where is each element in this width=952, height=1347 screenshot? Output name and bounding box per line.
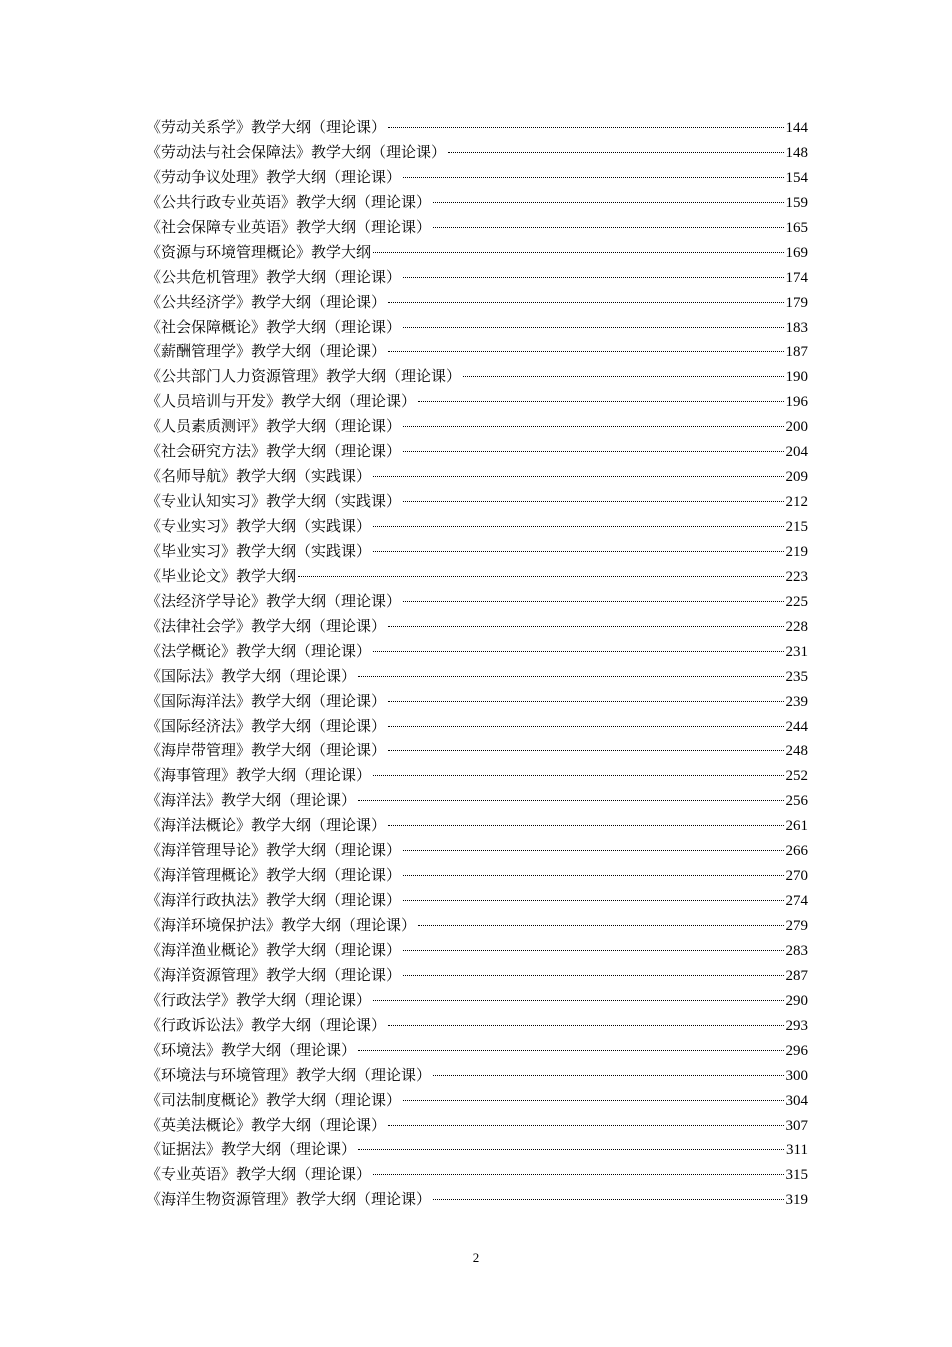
toc-leader-dots — [373, 252, 783, 253]
toc-entry[interactable] — [146, 290, 808, 315]
toc-entry[interactable] — [146, 788, 808, 813]
toc-leader-dots — [388, 1025, 783, 1026]
table-of-contents — [146, 115, 808, 1212]
toc-leader-dots — [388, 701, 783, 702]
toc-entry[interactable] — [146, 1187, 808, 1212]
toc-leader-dots — [358, 1050, 783, 1051]
toc-entry[interactable] — [146, 738, 808, 763]
toc-leader-dots — [403, 1100, 783, 1101]
toc-entry[interactable] — [146, 165, 808, 190]
toc-entry-title: 《海洋渔业概论》教学大纲（理论课） — [146, 940, 402, 959]
toc-entry-page: 248 — [785, 743, 808, 760]
toc-entry-page: 212 — [785, 494, 808, 511]
toc-entry[interactable] — [146, 664, 808, 689]
toc-entry-title: 《社会保障概论》教学大纲（理论课） — [146, 317, 402, 336]
toc-leader-dots — [358, 676, 783, 677]
toc-entry-page: 239 — [785, 693, 808, 710]
toc-leader-dots — [388, 1125, 783, 1126]
toc-entry-page: 223 — [785, 568, 808, 585]
toc-leader-dots — [403, 277, 783, 278]
toc-leader-dots — [403, 501, 783, 502]
toc-leader-dots — [403, 900, 783, 901]
toc-leader-dots — [388, 825, 783, 826]
toc-entry-page: 311 — [786, 1142, 808, 1159]
toc-entry[interactable] — [146, 514, 808, 539]
toc-entry-page: 183 — [785, 319, 808, 336]
toc-entry[interactable] — [146, 414, 808, 439]
toc-entry-title: 《环境法》教学大纲（理论课） — [146, 1040, 357, 1059]
toc-entry[interactable] — [146, 339, 808, 364]
toc-entry-title: 《环境法与环境管理》教学大纲（理论课） — [146, 1065, 432, 1084]
toc-entry-title: 《证据法》教学大纲（理论课） — [146, 1140, 357, 1159]
toc-leader-dots — [373, 651, 783, 652]
toc-entry[interactable] — [146, 838, 808, 863]
toc-entry-page: 190 — [785, 369, 808, 386]
toc-leader-dots — [418, 925, 783, 926]
toc-entry[interactable] — [146, 190, 808, 215]
toc-entry[interactable] — [146, 1162, 808, 1187]
toc-entry-title: 《司法制度概论》教学大纲（理论课） — [146, 1090, 402, 1109]
toc-leader-dots — [388, 626, 783, 627]
toc-entry-page: 215 — [785, 519, 808, 535]
toc-entry-page: 165 — [785, 219, 808, 236]
toc-entry[interactable] — [146, 763, 808, 788]
toc-leader-dots — [373, 775, 783, 776]
toc-entry[interactable] — [146, 1038, 808, 1063]
toc-entry-title: 《海洋行政执法》教学大纲（理论课） — [146, 891, 402, 910]
toc-entry-title: 《公共经济学》教学大纲（理论课） — [146, 292, 387, 311]
toc-entry-title: 《英美法概论》教学大纲（理论课） — [146, 1115, 387, 1134]
toc-entry-title: 《公共危机管理》教学大纲（理论课） — [146, 267, 402, 286]
toc-entry[interactable] — [146, 714, 808, 739]
toc-entry-page: 300 — [785, 1067, 808, 1084]
toc-entry-title: 《海洋环境保护法》教学大纲（理论课） — [146, 916, 417, 934]
toc-leader-dots — [403, 875, 783, 876]
toc-leader-dots — [463, 376, 783, 377]
toc-entry-title: 《薪酬管理学》教学大纲（理论课） — [146, 342, 387, 361]
toc-entry-title: 《法经济学导论》教学大纲（理论课） — [146, 591, 402, 610]
toc-entry-page: 159 — [785, 194, 808, 211]
toc-leader-dots — [388, 726, 783, 727]
toc-entry-title: 《劳动法与社会保障法》教学大纲（理论课） — [146, 142, 447, 161]
toc-leader-dots — [373, 1174, 783, 1175]
toc-entry-page: 169 — [785, 244, 808, 261]
toc-entry[interactable] — [146, 589, 808, 614]
toc-entry-title: 《专业实习》教学大纲（实践课） — [146, 517, 372, 535]
toc-entry[interactable] — [146, 1113, 808, 1138]
toc-leader-dots — [298, 576, 783, 577]
toc-leader-dots — [433, 1075, 783, 1076]
toc-entry-title: 《专业认知实习》教学大纲（实践课） — [146, 492, 402, 511]
toc-entry-title: 《资源与环境管理概论》教学大纲 — [146, 242, 372, 261]
toc-entry-title: 《劳动关系学》教学大纲（理论课） — [146, 118, 387, 136]
toc-entry-page: 252 — [785, 768, 808, 785]
toc-entry-page: 204 — [785, 444, 808, 461]
toc-entry-title: 《国际法》教学大纲（理论课） — [146, 666, 357, 685]
toc-entry[interactable] — [146, 315, 808, 340]
toc-leader-dots — [403, 451, 783, 452]
toc-entry-title: 《法学概论》教学大纲（理论课） — [146, 641, 372, 660]
toc-entry-title: 《行政法学》教学大纲（理论课） — [146, 990, 372, 1009]
toc-entry[interactable] — [146, 913, 808, 938]
toc-leader-dots — [433, 202, 783, 203]
toc-entry-page: 256 — [785, 793, 808, 810]
toc-entry[interactable] — [146, 1013, 808, 1038]
toc-entry-title: 《行政诉讼法》教学大纲（理论课） — [146, 1015, 387, 1034]
toc-entry-page: 187 — [785, 344, 808, 361]
toc-leader-dots — [388, 351, 783, 352]
toc-leader-dots — [373, 551, 783, 552]
toc-leader-dots — [433, 1199, 783, 1200]
toc-entry[interactable] — [146, 614, 808, 639]
toc-entry-title: 《公共行政专业英语》教学大纲（理论课） — [146, 192, 432, 211]
toc-entry-page: 290 — [785, 992, 808, 1009]
toc-entry-page: 225 — [785, 593, 808, 610]
toc-entry-page: 144 — [785, 120, 808, 136]
toc-entry-page: 235 — [785, 668, 808, 685]
toc-entry-title: 《海洋法概论》教学大纲（理论课） — [146, 816, 387, 835]
toc-entry-title: 《海洋资源管理》教学大纲（理论课） — [146, 965, 402, 984]
toc-entry-page: 287 — [785, 967, 808, 984]
toc-entry[interactable] — [146, 1063, 808, 1088]
toc-leader-dots — [403, 327, 783, 328]
toc-entry[interactable] — [146, 863, 808, 888]
toc-entry-title: 《海岸带管理》教学大纲（理论课） — [146, 741, 387, 760]
toc-entry-title: 《劳动争议处理》教学大纲（理论课） — [146, 167, 402, 186]
toc-entry[interactable] — [146, 639, 808, 664]
toc-leader-dots — [418, 401, 783, 402]
toc-entry-title: 《海洋法》教学大纲（理论课） — [146, 791, 357, 810]
toc-entry-title: 《名师导航》教学大纲（实践课） — [146, 467, 372, 486]
toc-entry[interactable] — [146, 1137, 808, 1162]
page-number: 2 — [472, 1250, 480, 1265]
toc-entry-title: 《社会保障专业英语》教学大纲（理论课） — [146, 217, 432, 236]
toc-leader-dots — [388, 302, 783, 303]
toc-entry[interactable] — [146, 988, 808, 1013]
toc-entry-page: 231 — [785, 643, 808, 660]
toc-entry-page: 154 — [785, 169, 808, 186]
toc-entry-title: 《社会研究方法》教学大纲（理论课） — [146, 442, 402, 461]
toc-leader-dots — [448, 152, 783, 153]
toc-entry-page: 219 — [785, 543, 808, 560]
toc-entry[interactable] — [146, 464, 808, 489]
toc-entry-page: 270 — [785, 868, 808, 885]
toc-leader-dots — [373, 1000, 783, 1001]
toc-entry[interactable] — [146, 140, 808, 165]
toc-entry[interactable] — [146, 265, 808, 290]
toc-entry-page: 319 — [785, 1192, 808, 1209]
toc-entry-page: 274 — [785, 893, 808, 910]
toc-entry-page: 174 — [785, 269, 808, 286]
toc-entry[interactable] — [146, 813, 808, 838]
toc-entry[interactable] — [146, 938, 808, 963]
toc-entry-title: 《公共部门人力资源管理》教学大纲（理论课） — [146, 367, 462, 386]
toc-entry[interactable] — [146, 564, 808, 589]
toc-entry[interactable] — [146, 439, 808, 464]
toc-entry-page: 266 — [785, 843, 808, 860]
toc-entry[interactable] — [146, 240, 808, 265]
toc-entry-page: 179 — [785, 294, 808, 311]
toc-entry[interactable] — [146, 888, 808, 913]
toc-entry-page: 244 — [785, 718, 808, 735]
toc-entry[interactable] — [146, 689, 808, 714]
toc-leader-dots — [358, 800, 783, 801]
toc-entry-title: 《海洋生物资源管理》教学大纲（理论课） — [146, 1190, 432, 1209]
toc-entry[interactable] — [146, 539, 808, 564]
toc-entry[interactable] — [146, 364, 808, 389]
toc-entry-page: 196 — [785, 394, 808, 411]
toc-leader-dots — [403, 850, 783, 851]
toc-entry-page: 148 — [785, 144, 808, 161]
toc-entry-page: 307 — [785, 1117, 808, 1134]
toc-leader-dots — [403, 975, 783, 976]
toc-entry-title: 《国际经济法》教学大纲（理论课） — [146, 716, 387, 735]
toc-entry-page: 315 — [785, 1167, 808, 1184]
toc-entry-title: 《人员培训与开发》教学大纲（理论课） — [146, 392, 417, 411]
toc-leader-dots — [388, 127, 783, 128]
toc-entry-page: 304 — [785, 1092, 808, 1109]
toc-leader-dots — [403, 426, 783, 427]
toc-entry-page: 228 — [785, 618, 808, 635]
toc-leader-dots — [388, 750, 783, 751]
toc-entry-title: 《海事管理》教学大纲（理论课） — [146, 766, 372, 785]
toc-entry[interactable] — [146, 215, 808, 240]
toc-entry-title: 《法律社会学》教学大纲（理论课） — [146, 616, 387, 635]
toc-leader-dots — [373, 526, 783, 527]
toc-entry-page: 200 — [785, 419, 808, 436]
toc-entry-title: 《国际海洋法》教学大纲（理论课） — [146, 691, 387, 710]
toc-entry[interactable] — [146, 389, 808, 414]
toc-entry-page: 209 — [785, 469, 808, 486]
toc-entry-title: 《毕业论文》教学大纲 — [146, 566, 297, 585]
toc-entry-page: 261 — [785, 818, 808, 835]
toc-entry[interactable] — [146, 115, 808, 140]
toc-leader-dots — [373, 476, 783, 477]
toc-entry-page: 283 — [785, 942, 808, 959]
toc-entry-title: 《海洋管理导论》教学大纲（理论课） — [146, 841, 402, 860]
toc-entry-title: 《人员素质测评》教学大纲（理论课） — [146, 417, 402, 436]
toc-entry-title: 《毕业实习》教学大纲（实践课） — [146, 541, 372, 560]
toc-entry[interactable] — [146, 489, 808, 514]
toc-entry-title: 《专业英语》教学大纲（理论课） — [146, 1165, 372, 1184]
toc-entry-page: 296 — [785, 1042, 808, 1059]
toc-leader-dots — [433, 227, 783, 228]
toc-entry-title: 《海洋管理概论》教学大纲（理论课） — [146, 866, 402, 885]
toc-leader-dots — [358, 1149, 784, 1150]
toc-leader-dots — [403, 601, 783, 602]
toc-entry-page: 279 — [785, 918, 808, 934]
toc-entry[interactable] — [146, 1088, 808, 1113]
toc-leader-dots — [403, 177, 783, 178]
toc-entry-page: 293 — [785, 1017, 808, 1034]
toc-entry[interactable] — [146, 963, 808, 988]
toc-leader-dots — [403, 950, 783, 951]
